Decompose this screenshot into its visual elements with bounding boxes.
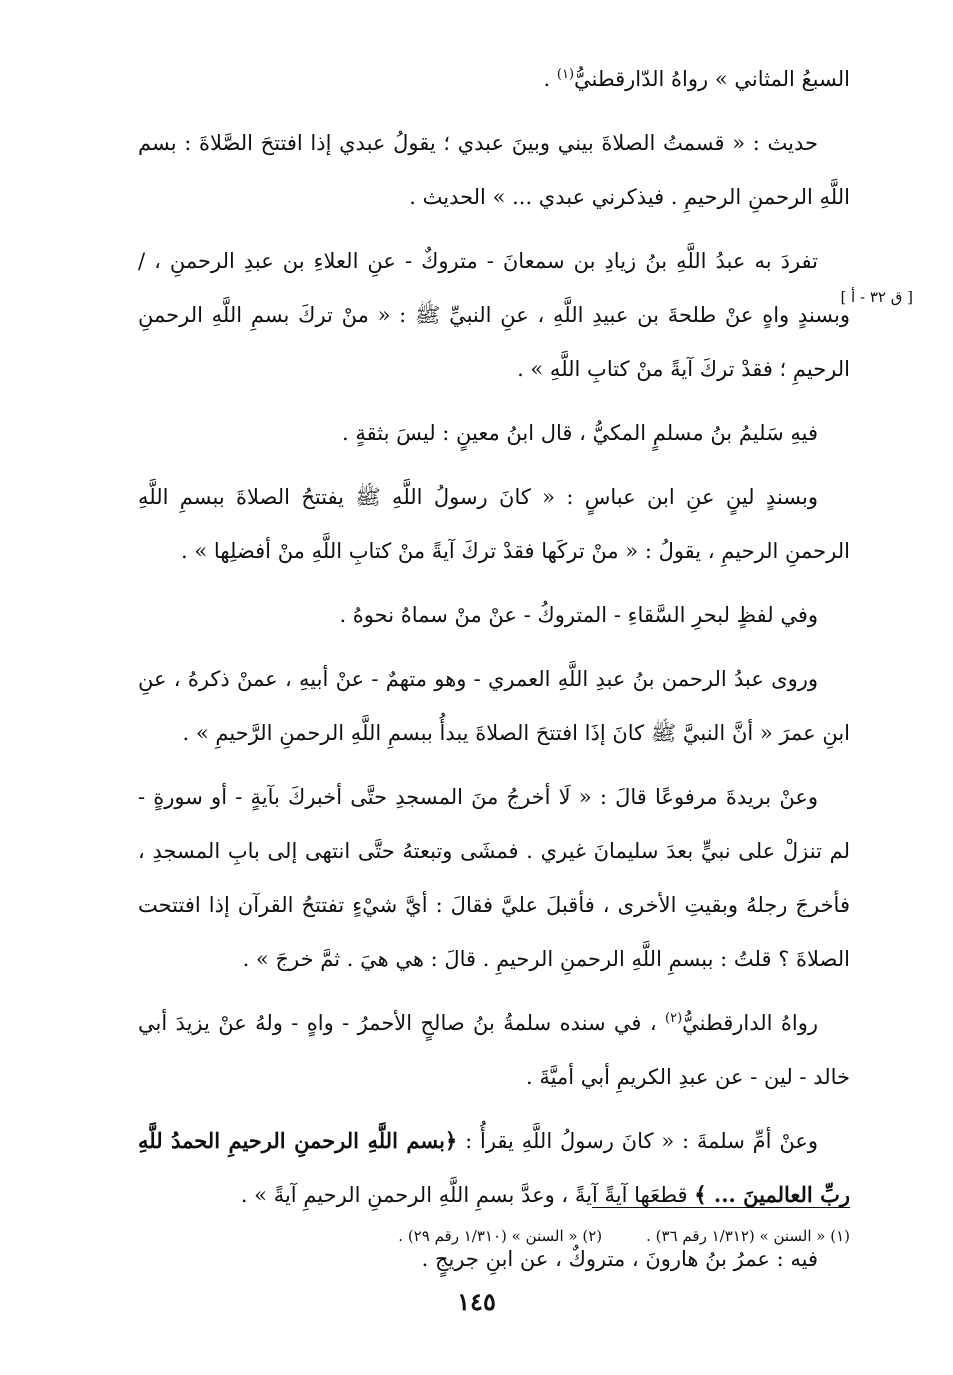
- paragraph-9-text-b: ، في سنده سلمةُ بنُ صالحٍ الأحمرُ - واهٍ - ولهُ عنْ يزيدَ أبي خالد - لين - عن عبدِ الكريمِ أبي أميَّةَ .: [138, 1011, 850, 1089]
- paragraph-5: وبسندٍ لينٍ عنِ ابن عباسٍ : « كانَ رسولُ اللَّهِ ﷺ يفتتحُ الصلاةَ ببسمِ اللَّهِ الرحمنِ الرحيمِ ، يقولُ : « منْ تركَها فقدْ تركَ آيةً منْ كتابِ اللَّهِ منْ أفضلِها » .: [138, 485, 850, 563]
- paragraph-10-text-a: وعنْ أمِّ سلمةَ : « كانَ رسولُ اللَّهِ يقرأُ :: [465, 1129, 819, 1153]
- footnote-2: (٢) « السنن » (١/٣١٠ رقم ٢٩) .: [398, 1227, 603, 1245]
- paragraph-2: حديث : « قسمتُ الصلاةَ بيني وبينَ عبدي ؛ يقولُ عبدي إذا افتتحَ الصَّلاةَ : بسم اللَّهِ الرحمنِ الرحيمِ . فيذكرني عبدي ... » الحديث .: [138, 131, 850, 209]
- folio-marker: [ ق ٣٢ - أ ]: [840, 288, 913, 306]
- paragraph-9: [138, 996, 850, 1104]
- page-number: ١٤٥: [457, 1287, 496, 1316]
- paragraph-7: وروى عبدُ الرحمن بنُ عبدِ اللَّهِ العمري - وهو متهمٌ - عنْ أبيهِ ، عمنْ ذكرهُ ، عنِ ابنِ عمرَ « أنَّ النبيَّ ﷺ كانَ إذَا افتتحَ الصلاةَ يبدأُ ببسمِ اللَّهِ الرحمنِ الرَّحيمِ » .: [138, 667, 850, 745]
- footnote-ref-2[interactable]: (٢): [665, 1011, 683, 1026]
- paragraph-10-text-b: قطعَها آيةً آيةً ، وعدَّ بسمِ اللَّهِ الرحمنِ الرحيمِ آيةً » .: [240, 1183, 688, 1207]
- paragraph-11: فيه : عمرُ بنُ هارونَ ، متروكٌ ، عن ابنِ جريجٍ .: [421, 1247, 818, 1271]
- paragraph-9-text-a: رواهُ الدارقطنيُّ: [682, 1011, 818, 1035]
- paragraph-6: وفي لفظٍ لبحرِ السَّقاءِ - المتروكُ - عنْ منْ سماهُ نحوهُ .: [339, 603, 818, 627]
- paragraph-1-end: .: [543, 67, 551, 91]
- paragraph-10: [138, 1114, 850, 1222]
- paragraph-8: وعنْ بريدةَ مرفوعًا قالَ : « لَا أخرجُ منَ المسجدِ حتَّى أخبركَ بآيةٍ - أو سورةٍ - لم تنزلْ على نبيٍّ بعدَ سليمانَ غيري . فمشَى وتبعتهُ حتَّى انتهى إلى بابِ المسجدِ ، فأخرجَ رجلهُ وبقيتِ الأخرى ، فأقبلَ عليَّ فقالَ : أيَّ شيْءٍ تفتتحُ القرآن إذا افتتحت الصلاةَ ؟ قلتُ : ببسمِ اللَّهِ الرحمنِ الرحيمِ . قالَ : هي هيَ . ثمَّ خرجَ » .: [138, 785, 850, 971]
- paragraph-3: تفردَ به عبدُ اللَّهِ بنُ زيادِ بن سمعانَ - متروكٌ - عنِ العلاءِ بن عبدِ الرحمنِ ، / وبسندٍ واهٍ عنْ طلحةَ بن عبيدِ اللَّهِ ، عنِ النبيِّ ﷺ : « منْ تركَ بسمِ اللَّهِ الرحمنِ الرحيمِ ؛ فقدْ تركَ آيةً منْ كتابِ اللَّهِ » .: [138, 249, 850, 381]
- paragraph-1: [138, 52, 850, 106]
- footnotes: [230, 1222, 850, 1250]
- quran-verse: ﴿بسم اللَّهِ الرحمنِ الرحيمِ الحمدُ للَّهِ ربِّ العالمينَ ... ﴾: [138, 1128, 850, 1207]
- paragraph-4: فيهِ سَليمُ بنُ مسلمٍ المكيُّ ، قال ابنُ معينٍ : ليسَ بثقةٍ .: [342, 421, 818, 445]
- main-text: [138, 52, 850, 1286]
- footnote-1: (١) « السنن » (١/٣١٢ رقم ٣٦) .: [646, 1227, 850, 1245]
- paragraph-1-text: السبعُ المثاني » رواهُ الدّارقطنيُّ: [574, 67, 850, 91]
- footnote-divider: [592, 1207, 850, 1208]
- footnote-ref-1[interactable]: (١): [556, 67, 575, 82]
